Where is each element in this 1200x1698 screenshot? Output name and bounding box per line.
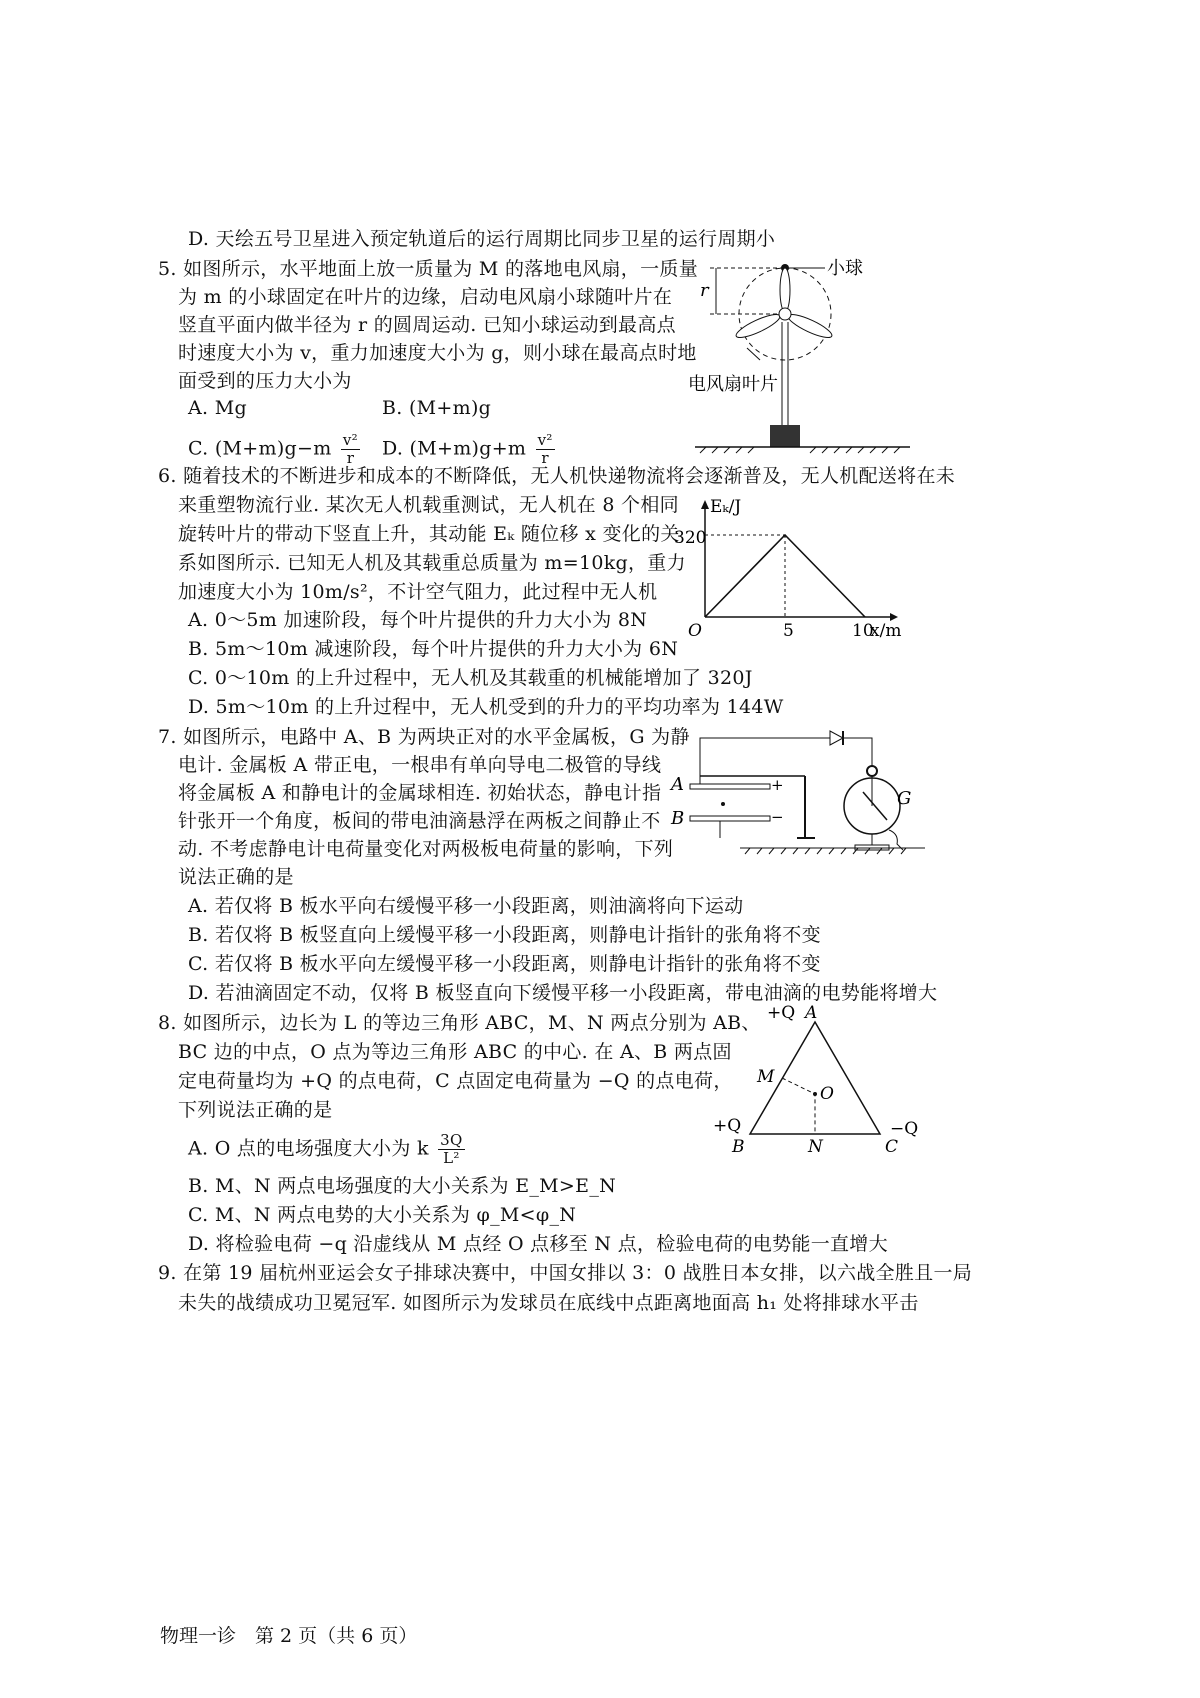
- x-axis-arrow: [890, 613, 898, 621]
- label-a: A: [671, 774, 684, 795]
- fan-blade-left: [734, 310, 783, 341]
- q9-stem-line-1: 9. 在第 19 届杭州亚运会女子排球决赛中，中国女排以 3：0 战胜日本女排，以六战全胜且一局: [158, 1262, 973, 1284]
- vertex-b-label: B: [732, 1137, 745, 1157]
- x-tick-label-5: 5: [783, 621, 794, 641]
- q9-stem-line-2: 未失的战绩成功卫冕冠军. 如图所示为发球员在底线中点距离地面高 h₁ 处将排球水平击: [178, 1292, 919, 1314]
- blade-leader-line: [747, 348, 760, 360]
- q5-stem-line-3: 竖直平面内做半径为 r 的圆周运动. 已知小球运动到最高点: [178, 314, 676, 336]
- y-axis-label: Eₖ/J: [710, 497, 742, 517]
- q5-stem-line-4: 时速度大小为 v，重力加速度大小为 g，则小球在最高点时地: [178, 342, 697, 364]
- plate-b-minus: −: [771, 808, 784, 826]
- q6-option-c: C. 0～10m 的上升过程中，无人机及其载重的机械能增加了 320J: [188, 667, 753, 689]
- q6-option-a: A. 0～5m 加速阶段，每个叶片提供的升力大小为 8N: [188, 609, 648, 631]
- q8-option-a-fraction: [438, 1132, 464, 1167]
- q8-option-d: D. 将检验电荷 −q 沿虚线从 M 点经 O 点移至 N 点，检验电荷的电势能一直增大: [188, 1233, 888, 1255]
- q6-option-d: D. 5m～10m 的上升过程中，无人机受到的升力的平均功率为 144W: [188, 696, 784, 718]
- x-tick-label-10: 10: [852, 621, 874, 641]
- point-o-label: O: [820, 1084, 834, 1104]
- charge-b-label: +Q: [713, 1116, 742, 1136]
- q8-stem-line-3: 定电荷量均为 +Q 的点电荷，C 点固定电荷量为 −Q 的点电荷，: [178, 1070, 733, 1092]
- q5-option-c-fraction: [341, 432, 360, 467]
- q5-option-d-text: D. (M+m)g+m: [382, 437, 527, 460]
- q5-option-a: A. Mg: [188, 397, 247, 419]
- q7-option-d: D. 若油滴固定不动，仅将 B 板竖直向下缓慢平移一小段距离，带电油滴的电势能将增大: [188, 982, 938, 1004]
- page-footer: 物理一诊 第 2 页（共 6 页）: [160, 1625, 418, 1647]
- q4-option-d: D. 天绘五号卫星进入预定轨道后的运行周期比同步卫星的运行周期小: [188, 228, 776, 250]
- ground-hatch: [745, 848, 906, 854]
- point-m-label: M: [757, 1067, 775, 1087]
- q5-option-b: B. (M+m)g: [382, 397, 492, 419]
- q5-fan-figure: [690, 250, 930, 455]
- plate-a-plus: +: [771, 776, 784, 794]
- charge-c-label: −Q: [890, 1119, 919, 1139]
- plate-b: [690, 816, 770, 821]
- fan-hub: [779, 308, 791, 320]
- electroscope-ball: [867, 766, 877, 776]
- fraction-denominator: r: [346, 449, 355, 467]
- y-axis-arrow: [701, 500, 709, 509]
- q7-stem-line-2: 电计. 金属板 A 带正电，一根串有单向导电二极管的导线: [178, 754, 662, 776]
- q7-option-a: A. 若仅将 B 板水平向右缓慢平移一小段距离，则油滴将向下运动: [188, 895, 744, 917]
- fraction-numerator: v²: [342, 431, 358, 449]
- q6-option-b: B. 5m～10m 减速阶段，每个叶片提供的升力大小为 6N: [188, 638, 679, 660]
- label-b: B: [671, 808, 685, 829]
- q8-stem-line-2: BC 边的中点，O 点为等边三角形 ABC 的中心. 在 A、B 两点固: [178, 1041, 732, 1063]
- r-label: r: [700, 280, 709, 301]
- plate-a: [690, 784, 770, 789]
- fan-blade-top: [780, 268, 790, 312]
- blade-label: 电风扇叶片: [688, 374, 778, 395]
- q7-circuit-figure: [665, 718, 935, 868]
- q6-ek-x-chart: [674, 495, 930, 645]
- wire-left: [700, 738, 830, 788]
- q5-option-d: [382, 432, 555, 467]
- q5-stem-line-1: 5. 如图所示，水平地面上放一质量为 M 的落地电风扇，一质量: [158, 258, 699, 280]
- q8-stem-line-1: 8. 如图所示，边长为 L 的等边三角形 ABC，M、N 两点分别为 AB、: [158, 1012, 761, 1034]
- q7-stem-line-6: 说法正确的是: [178, 866, 294, 888]
- point-n-label: N: [808, 1137, 823, 1157]
- q7-stem-line-1: 7. 如图所示，电路中 A、B 为两块正对的水平金属板，G 为静: [158, 726, 690, 748]
- label-g: G: [897, 788, 912, 809]
- diode-triangle: [830, 731, 843, 745]
- q5-option-c-text: C. (M+m)g−m: [188, 437, 332, 460]
- q5-stem-line-2: 为 m 的小球固定在叶片的边缘，启动电风扇小球随叶片在: [178, 286, 673, 308]
- q7-stem-line-4: 针张开一个角度，板间的带电油滴悬浮在两板之间静止不: [178, 810, 661, 832]
- electroscope-ground-wire: [889, 830, 903, 850]
- y-tick-label: 320: [674, 528, 707, 548]
- charge-a-label: +Q: [767, 1003, 796, 1023]
- q8-option-a-text: A. O 点的电场强度大小为 k: [188, 1137, 429, 1160]
- q6-stem-line-2: 来重塑物流行业. 某次无人机载重测试，无人机在 8 个相同: [178, 494, 679, 516]
- q7-stem-line-3: 将金属板 A 和静电计的金属球相连. 初始状态，静电计指: [178, 782, 662, 804]
- dashed-path-mon: [782, 1078, 815, 1134]
- fan-base: [770, 425, 800, 447]
- fraction-numerator: 3Q: [440, 1131, 463, 1149]
- oil-droplet: [721, 802, 725, 806]
- q6-stem-line-5: 加速度大小为 10m/s²，不计空气阻力，此过程中无人机: [178, 581, 658, 603]
- vertex-c-label: C: [885, 1137, 899, 1157]
- q5-option-d-fraction: [536, 432, 555, 467]
- q8-triangle-figure: [705, 1000, 945, 1160]
- ball-label: 小球: [827, 258, 863, 279]
- wire-right: [843, 738, 872, 766]
- ground-hatch: [700, 447, 900, 453]
- q7-option-c: C. 若仅将 B 板水平向左缓慢平移一小段距离，则静电计指针的张角将不变: [188, 953, 821, 975]
- q5-option-c: [188, 432, 360, 467]
- fraction-numerator: v²: [537, 431, 553, 449]
- q8-option-c: C. M、N 两点电势的大小关系为 φ_M<φ_N: [188, 1204, 577, 1226]
- q6-stem-line-4: 系如图所示. 已知无人机及其载重总质量为 m=10kg，重力: [178, 552, 686, 574]
- q8-option-b: B. M、N 两点电场强度的大小关系为 E_M>E_N: [188, 1175, 617, 1197]
- q6-stem-line-3: 旋转叶片的带动下竖直上升，其动能 Eₖ 随位移 x 变化的关: [178, 523, 680, 545]
- fan-blade-right: [786, 310, 835, 341]
- origin-label: O: [688, 621, 702, 641]
- point-o: [813, 1092, 817, 1096]
- q7-stem-line-5: 动. 不考虑静电计电荷量变化对两极板电荷量的影响，下列: [178, 838, 674, 860]
- fraction-denominator: L²: [443, 1149, 460, 1167]
- q6-stem-line-1: 6. 随着技术的不断进步和成本的不断降低，无人机快递物流将会逐渐普及，无人机配送将在未: [158, 465, 956, 487]
- q7-option-b: B. 若仅将 B 板竖直向上缓慢平移一小段距离，则静电计指针的张角将不变: [188, 924, 821, 946]
- q8-stem-line-4: 下列说法正确的是: [178, 1099, 333, 1121]
- q8-option-a: [188, 1132, 465, 1167]
- x-axis-label: x/m: [870, 621, 902, 641]
- vertex-a-label: A: [805, 1003, 818, 1023]
- q5-stem-line-5: 面受到的压力大小为: [178, 370, 352, 392]
- fraction-denominator: r: [541, 449, 549, 467]
